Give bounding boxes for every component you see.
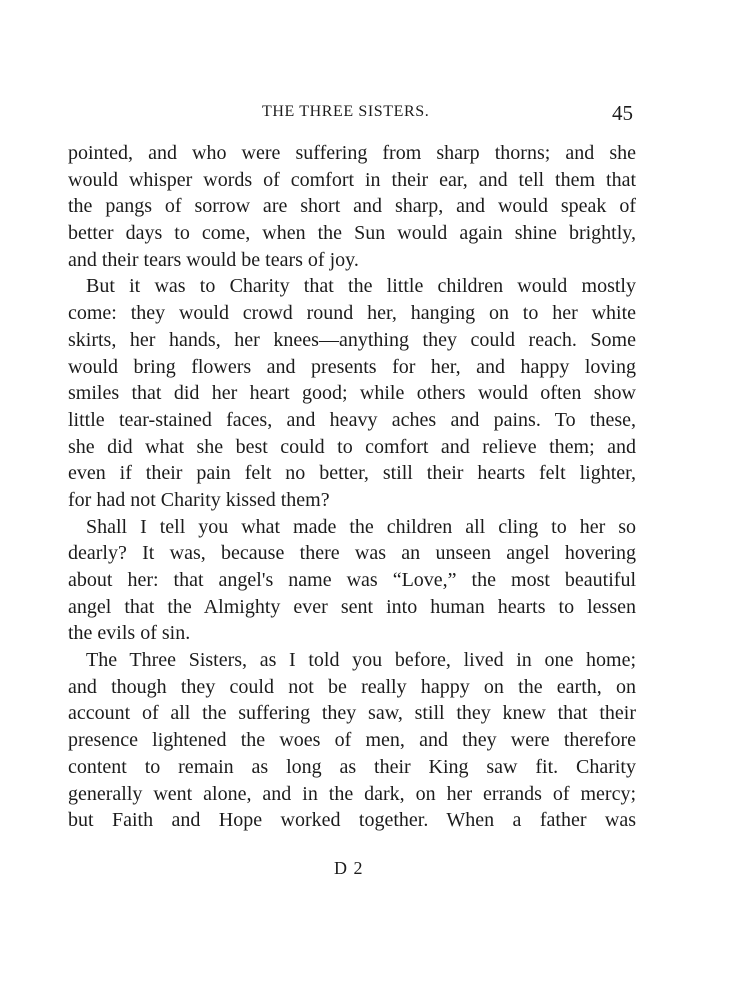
running-header [0, 101, 749, 127]
paragraph-1 [68, 140, 636, 273]
signature-mark: D 2 [334, 858, 364, 878]
text-line: the pangs of sorrow are short and sharp, and would speak of [68, 195, 636, 218]
text-line: angel that the Almighty ever sent into human hearts to lessen [68, 595, 636, 618]
text-line: better days to come, when the Sun would again shine brightly, [68, 222, 636, 245]
text-line: come: they would crowd round her, hanging on to her white [68, 302, 636, 325]
text-line: would bring flowers and presents for her, and happy loving [68, 355, 636, 378]
text-line: about her: that angel's name was “Love,” the most beautiful [68, 569, 636, 591]
text-line: little tear-stained faces, and heavy aches and pains. To these, [68, 408, 636, 431]
text-line: smiles that did her heart good; while others would often show [68, 382, 636, 405]
text-line: account of all the suffering they saw, still they knew that their [68, 702, 636, 725]
text-line: would whisper words of comfort in their ear, and tell them that [68, 168, 636, 191]
text-line: but Faith and Hope worked together. When a father was [68, 809, 636, 832]
text-line: even if their pain felt no better, still their hearts felt lighter, [68, 462, 636, 485]
text-line: But it was to Charity that the little children would mostly [86, 275, 636, 298]
text-line: Shall I tell you what made the children all cling to her so [86, 515, 636, 538]
text-line: she did what she best could to comfort and relieve them; and [68, 435, 636, 458]
running-title: THE THREE SISTERS. [262, 103, 430, 120]
text-line: skirts, her hands, her knees—anything they could reach. Some [68, 328, 636, 351]
text-line: the evils of sin. [68, 622, 191, 645]
text-line: The Three Sisters, as I told you before, lived in one home; [86, 649, 636, 672]
paragraph-2 [68, 273, 636, 513]
body-text [68, 140, 636, 834]
text-line: and though they could not be really happy on the earth, on [68, 675, 636, 698]
text-line: and their tears would be tears of joy. [68, 248, 359, 271]
text-line: pointed, and who were suffering from sharp thorns; and she [68, 142, 636, 164]
text-line: for had not Charity kissed them? [68, 488, 330, 511]
text-line: content to remain as long as their King saw fit. Charity [68, 755, 636, 778]
paragraph-4 [68, 647, 636, 834]
paragraph-3 [68, 514, 636, 647]
text-line: generally went alone, and in the dark, on her errands of mercy; [68, 782, 636, 805]
text-line: presence lightened the woes of men, and they were therefore [68, 729, 636, 752]
text-line: dearly? It was, because there was an unseen angel hovering [68, 542, 636, 565]
page-number: 45 [612, 101, 633, 125]
